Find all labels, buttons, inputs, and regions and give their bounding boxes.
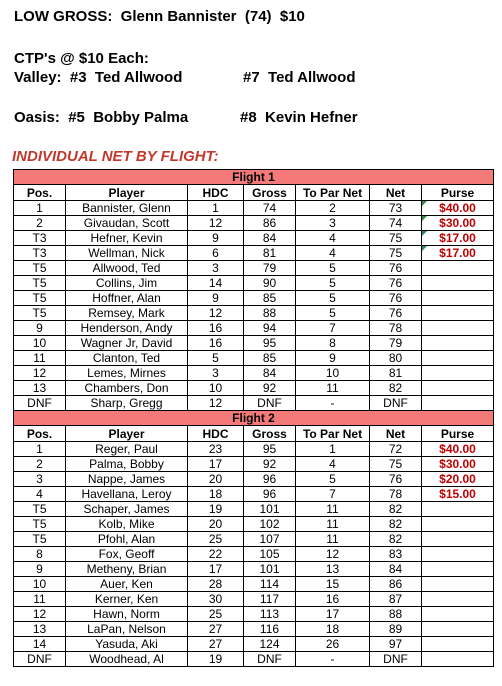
cell-player: Auer, Ken xyxy=(66,577,188,592)
cell-hdc: 20 xyxy=(188,517,244,532)
cell-net: 73 xyxy=(370,201,422,216)
cell-net: 88 xyxy=(370,607,422,622)
table-row xyxy=(14,442,494,457)
cell-net: DNF xyxy=(370,396,422,411)
cell-hdc: 3 xyxy=(188,261,244,276)
cell-net: 80 xyxy=(370,351,422,366)
column-header-gross: Gross xyxy=(244,185,296,201)
cell-hdc: 5 xyxy=(188,351,244,366)
cell-pos: T5 xyxy=(14,502,66,517)
cell-net: 76 xyxy=(370,472,422,487)
results-table xyxy=(13,169,494,667)
cell-net: 82 xyxy=(370,532,422,547)
cell-pos: T5 xyxy=(14,306,66,321)
cell-net: 87 xyxy=(370,592,422,607)
cell-pos: T5 xyxy=(14,276,66,291)
table-row xyxy=(14,396,494,411)
cell-to-par-net: 16 xyxy=(296,592,370,607)
cell-pos: 8 xyxy=(14,547,66,562)
cell-player: Chambers, Don xyxy=(66,381,188,396)
cell-hdc: 20 xyxy=(188,472,244,487)
column-header-to-par-net: To Par Net xyxy=(296,426,370,442)
cell-purse xyxy=(422,276,494,291)
table-row xyxy=(14,607,494,622)
cell-player: Remsey, Mark xyxy=(66,306,188,321)
cell-purse xyxy=(422,532,494,547)
table-row xyxy=(14,336,494,351)
cell-gross: 81 xyxy=(244,246,296,261)
cell-gross: 101 xyxy=(244,502,296,517)
cell-net: 75 xyxy=(370,457,422,472)
cell-to-par-net: 4 xyxy=(296,457,370,472)
cell-hdc: 12 xyxy=(188,396,244,411)
cell-gross: 88 xyxy=(244,306,296,321)
cell-player: Schaper, James xyxy=(66,502,188,517)
table-row xyxy=(14,351,494,366)
cell-purse xyxy=(422,517,494,532)
cell-pos: 1 xyxy=(14,442,66,457)
cell-gross: DNF xyxy=(244,396,296,411)
cell-player: Metheny, Brian xyxy=(66,562,188,577)
cell-player: Sharp, Gregg xyxy=(66,396,188,411)
cell-to-par-net: 5 xyxy=(296,472,370,487)
low-gross-line: LOW GROSS: Glenn Bannister (74) $10 xyxy=(14,8,305,25)
cell-to-par-net: - xyxy=(296,652,370,667)
table-row xyxy=(14,622,494,637)
cell-gross: 92 xyxy=(244,457,296,472)
cell-pos: 10 xyxy=(14,336,66,351)
cell-player: Kolb, Mike xyxy=(66,517,188,532)
cell-gross: 92 xyxy=(244,381,296,396)
cell-hdc: 10 xyxy=(188,381,244,396)
cell-pos: 4 xyxy=(14,487,66,502)
cell-gross: 79 xyxy=(244,261,296,276)
cell-hdc: 16 xyxy=(188,336,244,351)
cell-purse: $30.00 xyxy=(422,457,494,472)
cell-pos: 12 xyxy=(14,607,66,622)
table-row xyxy=(14,577,494,592)
cell-purse: $20.00 xyxy=(422,472,494,487)
cell-pos: T5 xyxy=(14,517,66,532)
flight-title: Flight 2 xyxy=(14,411,494,426)
cell-player: Havellana, Leroy xyxy=(66,487,188,502)
table-row xyxy=(14,231,494,246)
cell-net: 83 xyxy=(370,547,422,562)
cell-hdc: 19 xyxy=(188,502,244,517)
cell-net: 74 xyxy=(370,216,422,231)
cell-purse xyxy=(422,652,494,667)
cell-hdc: 14 xyxy=(188,276,244,291)
cell-to-par-net: 1 xyxy=(296,442,370,457)
cell-hdc: 25 xyxy=(188,607,244,622)
cell-gross: 102 xyxy=(244,517,296,532)
cell-gross: 96 xyxy=(244,472,296,487)
cell-pos: 1 xyxy=(14,201,66,216)
cell-gross: 84 xyxy=(244,231,296,246)
cell-gross: 96 xyxy=(244,487,296,502)
cell-pos: 9 xyxy=(14,321,66,336)
cell-net: 76 xyxy=(370,276,422,291)
cell-to-par-net: 11 xyxy=(296,532,370,547)
cell-pos: 11 xyxy=(14,592,66,607)
cell-to-par-net: 18 xyxy=(296,622,370,637)
cell-hdc: 18 xyxy=(188,487,244,502)
cell-pos: 10 xyxy=(14,577,66,592)
table-row xyxy=(14,562,494,577)
table-row xyxy=(14,637,494,652)
cell-to-par-net: 2 xyxy=(296,201,370,216)
cell-hdc: 23 xyxy=(188,442,244,457)
cell-to-par-net: 15 xyxy=(296,577,370,592)
cell-purse xyxy=(422,577,494,592)
cell-player: Lemes, Mirnes xyxy=(66,366,188,381)
table-row xyxy=(14,472,494,487)
cell-purse xyxy=(422,291,494,306)
cell-player: Allwood, Ted xyxy=(66,261,188,276)
cell-to-par-net: 17 xyxy=(296,607,370,622)
cell-purse xyxy=(422,336,494,351)
cell-gross: 107 xyxy=(244,532,296,547)
cell-to-par-net: 5 xyxy=(296,291,370,306)
cell-gross: 124 xyxy=(244,637,296,652)
table-row xyxy=(14,291,494,306)
cell-player: Hoffner, Alan xyxy=(66,291,188,306)
cell-net: 76 xyxy=(370,306,422,321)
cell-player: Yasuda, Aki xyxy=(66,637,188,652)
cell-gross: 105 xyxy=(244,547,296,562)
cell-purse xyxy=(422,502,494,517)
cell-purse xyxy=(422,637,494,652)
cell-pos: T3 xyxy=(14,231,66,246)
cell-pos: DNF xyxy=(14,396,66,411)
cell-hdc: 9 xyxy=(188,231,244,246)
cell-player: Wagner Jr, David xyxy=(66,336,188,351)
cell-purse xyxy=(422,306,494,321)
cell-hdc: 25 xyxy=(188,532,244,547)
cell-net: 78 xyxy=(370,487,422,502)
table-row xyxy=(14,366,494,381)
cell-net: 84 xyxy=(370,562,422,577)
cell-net: 97 xyxy=(370,637,422,652)
cell-to-par-net: 10 xyxy=(296,366,370,381)
cell-pos: T3 xyxy=(14,246,66,261)
column-header-purse: Purse xyxy=(422,426,494,442)
cell-hdc: 27 xyxy=(188,622,244,637)
cell-purse xyxy=(422,381,494,396)
cell-player: Henderson, Andy xyxy=(66,321,188,336)
cell-hdc: 1 xyxy=(188,201,244,216)
cell-net: 75 xyxy=(370,231,422,246)
cell-player: Clanton, Ted xyxy=(66,351,188,366)
cell-gross: 85 xyxy=(244,291,296,306)
column-header-pos: Pos. xyxy=(14,426,66,442)
cell-to-par-net: 5 xyxy=(296,276,370,291)
cell-net: 82 xyxy=(370,502,422,517)
cell-pos: 3 xyxy=(14,472,66,487)
cell-to-par-net: 5 xyxy=(296,261,370,276)
cell-pos: 2 xyxy=(14,457,66,472)
cell-pos: 12 xyxy=(14,366,66,381)
cell-net: DNF xyxy=(370,652,422,667)
cell-gross: 85 xyxy=(244,351,296,366)
column-header-row xyxy=(14,426,494,442)
cell-net: 72 xyxy=(370,442,422,457)
cell-player: Bannister, Glenn xyxy=(66,201,188,216)
cell-gross: 95 xyxy=(244,442,296,457)
cell-purse xyxy=(422,321,494,336)
table-row xyxy=(14,502,494,517)
cell-hdc: 12 xyxy=(188,216,244,231)
column-header-net: Net xyxy=(370,426,422,442)
cell-purse xyxy=(422,622,494,637)
flight-title: Flight 1 xyxy=(14,170,494,185)
cell-net: 82 xyxy=(370,517,422,532)
cell-purse xyxy=(422,261,494,276)
cell-player: Pfohl, Alan xyxy=(66,532,188,547)
cell-gross: 84 xyxy=(244,366,296,381)
cell-hdc: 27 xyxy=(188,637,244,652)
cell-to-par-net: 9 xyxy=(296,351,370,366)
cell-hdc: 28 xyxy=(188,577,244,592)
cell-to-par-net: - xyxy=(296,396,370,411)
cell-net: 76 xyxy=(370,291,422,306)
cell-to-par-net: 3 xyxy=(296,216,370,231)
cell-player: Givaudan, Scott xyxy=(66,216,188,231)
cell-net: 89 xyxy=(370,622,422,637)
cell-gross: 117 xyxy=(244,592,296,607)
cell-purse xyxy=(422,592,494,607)
column-header-to-par-net: To Par Net xyxy=(296,185,370,201)
cell-purse xyxy=(422,607,494,622)
column-header-net: Net xyxy=(370,185,422,201)
cell-gross: 113 xyxy=(244,607,296,622)
cell-hdc: 19 xyxy=(188,652,244,667)
table-row xyxy=(14,216,494,231)
cell-net: 81 xyxy=(370,366,422,381)
cell-net: 86 xyxy=(370,577,422,592)
cell-net: 78 xyxy=(370,321,422,336)
cell-to-par-net: 7 xyxy=(296,321,370,336)
cell-gross: 101 xyxy=(244,562,296,577)
cell-pos: 2 xyxy=(14,216,66,231)
flight-header xyxy=(14,411,494,426)
cell-to-par-net: 7 xyxy=(296,487,370,502)
cell-purse: $17.00 xyxy=(422,246,494,261)
cell-purse xyxy=(422,366,494,381)
cell-net: 79 xyxy=(370,336,422,351)
ctp-oasis-5: Oasis: #5 Bobby Palma xyxy=(14,109,189,126)
table-row xyxy=(14,487,494,502)
table-row xyxy=(14,276,494,291)
cell-net: 82 xyxy=(370,381,422,396)
cell-hdc: 17 xyxy=(188,457,244,472)
cell-purse xyxy=(422,547,494,562)
cell-to-par-net: 11 xyxy=(296,517,370,532)
cell-pos: 13 xyxy=(14,622,66,637)
table-row xyxy=(14,261,494,276)
section-title: INDIVIDUAL NET BY FLIGHT: xyxy=(12,148,219,165)
cell-purse xyxy=(422,396,494,411)
table-row xyxy=(14,246,494,261)
cell-hdc: 9 xyxy=(188,291,244,306)
cell-player: Kerner, Ken xyxy=(66,592,188,607)
cell-hdc: 17 xyxy=(188,562,244,577)
column-header-hdc: HDC xyxy=(188,185,244,201)
cell-purse: $30.00 xyxy=(422,216,494,231)
ctp-oasis-8: #8 Kevin Hefner xyxy=(240,109,358,126)
cell-to-par-net: 26 xyxy=(296,637,370,652)
cell-pos: DNF xyxy=(14,652,66,667)
cell-to-par-net: 8 xyxy=(296,336,370,351)
column-header-player: Player xyxy=(66,185,188,201)
cell-pos: T5 xyxy=(14,261,66,276)
cell-player: Collins, Jim xyxy=(66,276,188,291)
cell-gross: 86 xyxy=(244,216,296,231)
ctp-valley-7: #7 Ted Allwood xyxy=(243,69,356,86)
cell-to-par-net: 4 xyxy=(296,231,370,246)
column-header-player: Player xyxy=(66,426,188,442)
cell-player: Hefner, Kevin xyxy=(66,231,188,246)
cell-player: Palma, Bobby xyxy=(66,457,188,472)
cell-hdc: 22 xyxy=(188,547,244,562)
cell-hdc: 16 xyxy=(188,321,244,336)
cell-purse: $17.00 xyxy=(422,231,494,246)
table-row xyxy=(14,321,494,336)
cell-gross: DNF xyxy=(244,652,296,667)
cell-purse: $40.00 xyxy=(422,201,494,216)
cell-to-par-net: 12 xyxy=(296,547,370,562)
cell-gross: 114 xyxy=(244,577,296,592)
cell-pos: 11 xyxy=(14,351,66,366)
column-header-purse: Purse xyxy=(422,185,494,201)
cell-pos: 14 xyxy=(14,637,66,652)
column-header-row xyxy=(14,185,494,201)
cell-player: Hawn, Norm xyxy=(66,607,188,622)
cell-player: Woodhead, Al xyxy=(66,652,188,667)
flight-header xyxy=(14,170,494,185)
table-row xyxy=(14,532,494,547)
cell-hdc: 12 xyxy=(188,306,244,321)
cell-player: Nappe, James xyxy=(66,472,188,487)
cell-pos: T5 xyxy=(14,291,66,306)
cell-to-par-net: 11 xyxy=(296,502,370,517)
cell-to-par-net: 13 xyxy=(296,562,370,577)
cell-purse: $15.00 xyxy=(422,487,494,502)
table-row xyxy=(14,381,494,396)
cell-gross: 116 xyxy=(244,622,296,637)
table-row xyxy=(14,547,494,562)
table-row xyxy=(14,201,494,216)
cell-to-par-net: 4 xyxy=(296,246,370,261)
cell-gross: 74 xyxy=(244,201,296,216)
cell-gross: 94 xyxy=(244,321,296,336)
cell-player: LaPan, Nelson xyxy=(66,622,188,637)
cell-pos: T5 xyxy=(14,532,66,547)
cell-net: 75 xyxy=(370,246,422,261)
cell-hdc: 6 xyxy=(188,246,244,261)
cell-pos: 13 xyxy=(14,381,66,396)
cell-purse xyxy=(422,351,494,366)
cell-to-par-net: 5 xyxy=(296,306,370,321)
cell-hdc: 3 xyxy=(188,366,244,381)
column-header-pos: Pos. xyxy=(14,185,66,201)
table-row xyxy=(14,592,494,607)
cell-player: Wellman, Nick xyxy=(66,246,188,261)
table-row xyxy=(14,306,494,321)
table-row xyxy=(14,652,494,667)
cell-player: Reger, Paul xyxy=(66,442,188,457)
ctp-title: CTP's @ $10 Each: xyxy=(14,50,149,67)
cell-purse xyxy=(422,562,494,577)
cell-purse: $40.00 xyxy=(422,442,494,457)
cell-pos: 9 xyxy=(14,562,66,577)
cell-gross: 90 xyxy=(244,276,296,291)
cell-hdc: 30 xyxy=(188,592,244,607)
cell-gross: 95 xyxy=(244,336,296,351)
ctp-valley-3: Valley: #3 Ted Allwood xyxy=(14,69,183,86)
cell-to-par-net: 11 xyxy=(296,381,370,396)
cell-net: 76 xyxy=(370,261,422,276)
table-row xyxy=(14,457,494,472)
table-row xyxy=(14,517,494,532)
cell-player: Fox, Geoff xyxy=(66,547,188,562)
column-header-gross: Gross xyxy=(244,426,296,442)
column-header-hdc: HDC xyxy=(188,426,244,442)
